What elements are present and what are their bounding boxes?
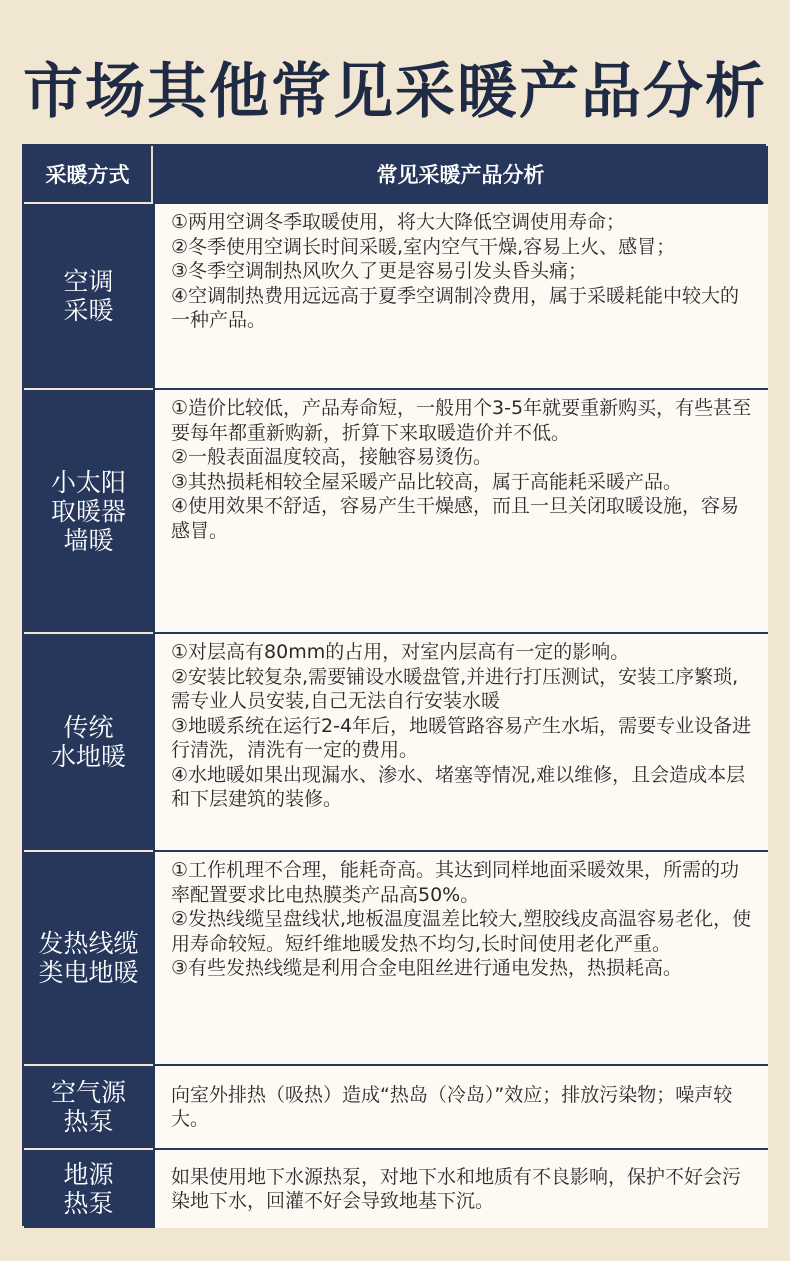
analysis-point: ④水地暖如果出现漏水、渗水、堵塞等情况,难以维修，且会造成本层和下层建筑的装修。	[171, 763, 746, 810]
page-title: 市场其他常见采暖产品分析	[23, 57, 767, 127]
analysis-point: ②发热线缆呈盘线状,地板温度温差比较大,塑胶线皮高温容易老化，使用寿命较短。短纤维地暖发热不均匀,长时间使用老化严重。	[171, 908, 752, 955]
header-product-analysis: 常见采暖产品分析	[153, 146, 768, 202]
analysis-point: ③有些发热线缆是利用合金电阻丝进行通电发热，热损耗高。	[171, 957, 683, 979]
analysis-heating-cable	[153, 850, 768, 1064]
header-heating-method: 采暖方式	[24, 146, 153, 202]
method-air-conditioner: 空调 采暖	[24, 202, 153, 388]
analysis-point: ③地暖系统在运行2-4年后，地暖管路容易产生水垢，需要专业设备进行清洗，清洗有一定的费用。	[171, 714, 752, 761]
analysis-point: ①工作机理不合理，能耗奇高。其达到同样地面采暖效果，所需的功率配置要求比电热膜类产品高50%。	[171, 859, 740, 906]
analysis-point: ③冬季空调制热风吹久了更是容易引发头昏头痛；	[171, 260, 588, 282]
method-small-heater: 小太阳 取暖器 墙暖	[24, 388, 153, 632]
analysis-air-source-heat-pump	[153, 1064, 768, 1148]
analysis-point: ④使用效果不舒适，容易产生干燥感，而且一旦关闭取暖设施，容易感冒。	[171, 495, 740, 542]
analysis-point: ③其热损耗相较全屋采暖产品比较高，属于高能耗采暖产品。	[171, 470, 683, 493]
analysis-point: ②安装比较复杂,需要铺设水暖盘管,并进行打压测试，安装工序繁琐,需专业人员安装,自己无法自行安装水暖	[171, 665, 739, 712]
method-water-floor-heating: 传统 水地暖	[24, 632, 153, 850]
analysis-point: ②冬季使用空调长时间采暖,室内空气干燥,容易上火、感冒；	[171, 235, 676, 258]
heating-comparison-table	[22, 144, 766, 1226]
analysis-water-floor-heating	[153, 632, 768, 850]
analysis-point: ①对层高有80mm的占用，对室内层高有一定的影响。	[171, 641, 630, 663]
analysis-point: ②一般表面温度较高，接触容易烫伤。	[171, 446, 493, 468]
analysis-point: 如果使用地下水源热泵，对地下水和地质有不良影响，保护不好会污染地下水，回灌不好会导致地基下沉。	[171, 1165, 742, 1212]
analysis-air-conditioner	[153, 202, 768, 388]
analysis-point: ①两用空调冬季取暖使用，将大大降低空调使用寿命；	[171, 211, 626, 233]
analysis-point: ④空调制热费用远远高于夏季空调制冷费用，属于采暖耗能中较大的一种产品。	[171, 284, 740, 331]
method-heating-cable: 发热线缆 类电地暖	[24, 850, 153, 1064]
analysis-point: 向室外排热（吸热）造成“热岛（冷岛）”效应；排放污染物；噪声较大。	[171, 1083, 733, 1130]
method-ground-source-heat-pump: 地源 热泵	[24, 1148, 153, 1228]
analysis-point: ①造价比较低，产品寿命短，一般用个3-5年就要重新购买，有些甚至要每年都重新购新，折算下来取暖造价并不低。	[171, 397, 752, 444]
analysis-small-heater	[153, 388, 768, 632]
method-air-source-heat-pump: 空气源 热泵	[24, 1064, 153, 1148]
analysis-ground-source-heat-pump	[153, 1148, 768, 1228]
